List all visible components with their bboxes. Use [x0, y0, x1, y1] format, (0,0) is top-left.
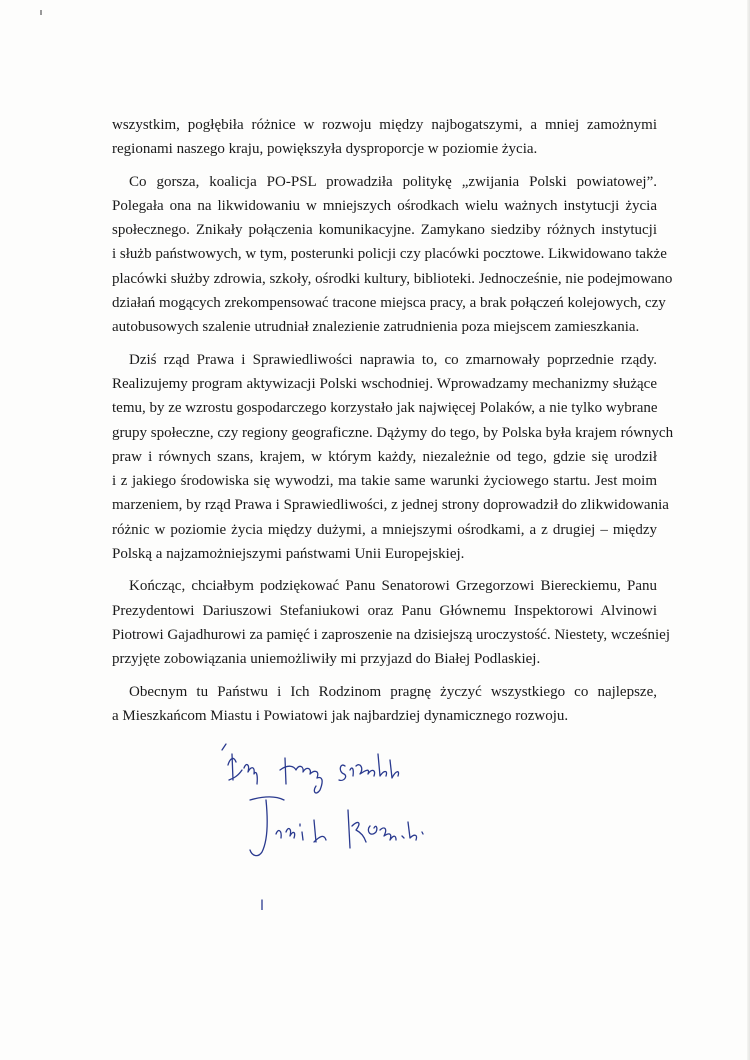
paragraph-5	[112, 680, 657, 729]
text-line: i służb państwowych, w tym, posterunki policji czy placówki pocztowe. Likwidowano także	[112, 246, 667, 263]
paragraph-1	[112, 113, 657, 162]
text-line: praw i równych szans, krajem, w którym każdy, niezależnie od tego, gdzie się urodził	[112, 448, 657, 465]
text-line: Realizujemy program aktywizacji Polski wschodniej. Wprowadzamy mechanizmy służące	[112, 375, 657, 392]
paragraph-2	[112, 170, 673, 340]
text-line: Co gorsza, koalicja PO-PSL prowadziła politykę „zwijania Polski powiatowej”.	[129, 173, 657, 190]
closing-word-1	[228, 754, 242, 780]
letter-body	[112, 113, 674, 736]
signature-surname	[348, 810, 423, 848]
text-line: i z jakiego środowiska się wywodzi, ma takie same warunki życiowego startu. Jest moim	[112, 473, 657, 490]
signature-drawing	[220, 740, 450, 910]
text-line: a Mieszkańcom Miastu i Powiatowi jak najbardziej dynamicznego rozwoju.	[112, 707, 569, 724]
text-line: Dziś rząd Prawa i Sprawiedliwości naprawia to, co zmarnowały poprzednie rządy.	[129, 351, 657, 368]
text-line: regionami naszego kraju, powiększyła dysproporcje w poziomie życia.	[112, 141, 538, 158]
scan-mark	[40, 10, 42, 15]
text-line: Polegała ona na likwidowaniu w mniejszych ośrodkach wielu ważnych instytucji życia	[112, 197, 657, 214]
text-line: przyjęte zobowiązania uniemożliwiły mi przyjazd do Białej Podlaskiej.	[112, 651, 541, 668]
paragraph-3	[112, 348, 674, 567]
text-line: różnic w poziomie życia między dużymi, a mniejszymi ośrodkami, a z drugiej – między	[112, 521, 657, 538]
text-line: Piotrowi Gajadhurowi za pamięć i zaproszenie na dzisiejszą uroczystość. Niestety, wcześniej	[112, 626, 670, 643]
signature-initial-j	[250, 797, 284, 856]
handwritten-signature	[220, 740, 450, 910]
text-line: placówki służby zdrowia, szkoły, ośrodki kultury, biblioteki. Jednocześnie, nie podejmowano	[112, 270, 673, 287]
text-line: grupy społeczne, czy regiony geograficzne. Dążymy do tego, by Polska była krajem równych	[112, 424, 674, 441]
text-line: autobusowych szalenie utrudniał znalezienie zatrudnienia poza miejscem zamieszkania.	[112, 319, 640, 336]
text-line: marzeniem, by rząd Prawa i Sprawiedliwości, z jednej strony doprowadził do zlikwidowania	[112, 497, 669, 514]
text-line: temu, by ze wzrostu gospodarczego korzystało jak najwięcej Polaków, a nie tylko wybrane	[112, 400, 658, 417]
text-line: Kończąc, chciałbym podziękować Panu Senatorowi Grzegorzowi Biereckiemu, Panu	[129, 578, 657, 595]
text-line: wszystkim, pogłębiła różnice w rozwoju między najbogatszymi, a mniej zamożnymi	[112, 117, 657, 133]
text-line: Polską a najzamożniejszymi państwami Unii Europejskiej.	[112, 546, 465, 563]
paragraph-4	[112, 574, 670, 671]
text-line: społecznego. Znikały połączenia komunikacyjne. Zamykano siedziby różnych instytucji	[112, 222, 657, 239]
text-line: Prezydentowi Dariuszowi Stefaniukowi oraz Panu Głównemu Inspektorowi Alvinowi	[112, 602, 657, 619]
closing-word-3	[339, 754, 399, 780]
text-line: Obecnym tu Państwu i Ich Rodzinom pragnę życzyć wszystkiego co najlepsze,	[129, 683, 657, 700]
closing-word-2	[280, 758, 322, 793]
text-line: działań mogących zrekompensować tracone miejsca pracy, a brak połączeń kolejowych, czy	[112, 295, 666, 312]
